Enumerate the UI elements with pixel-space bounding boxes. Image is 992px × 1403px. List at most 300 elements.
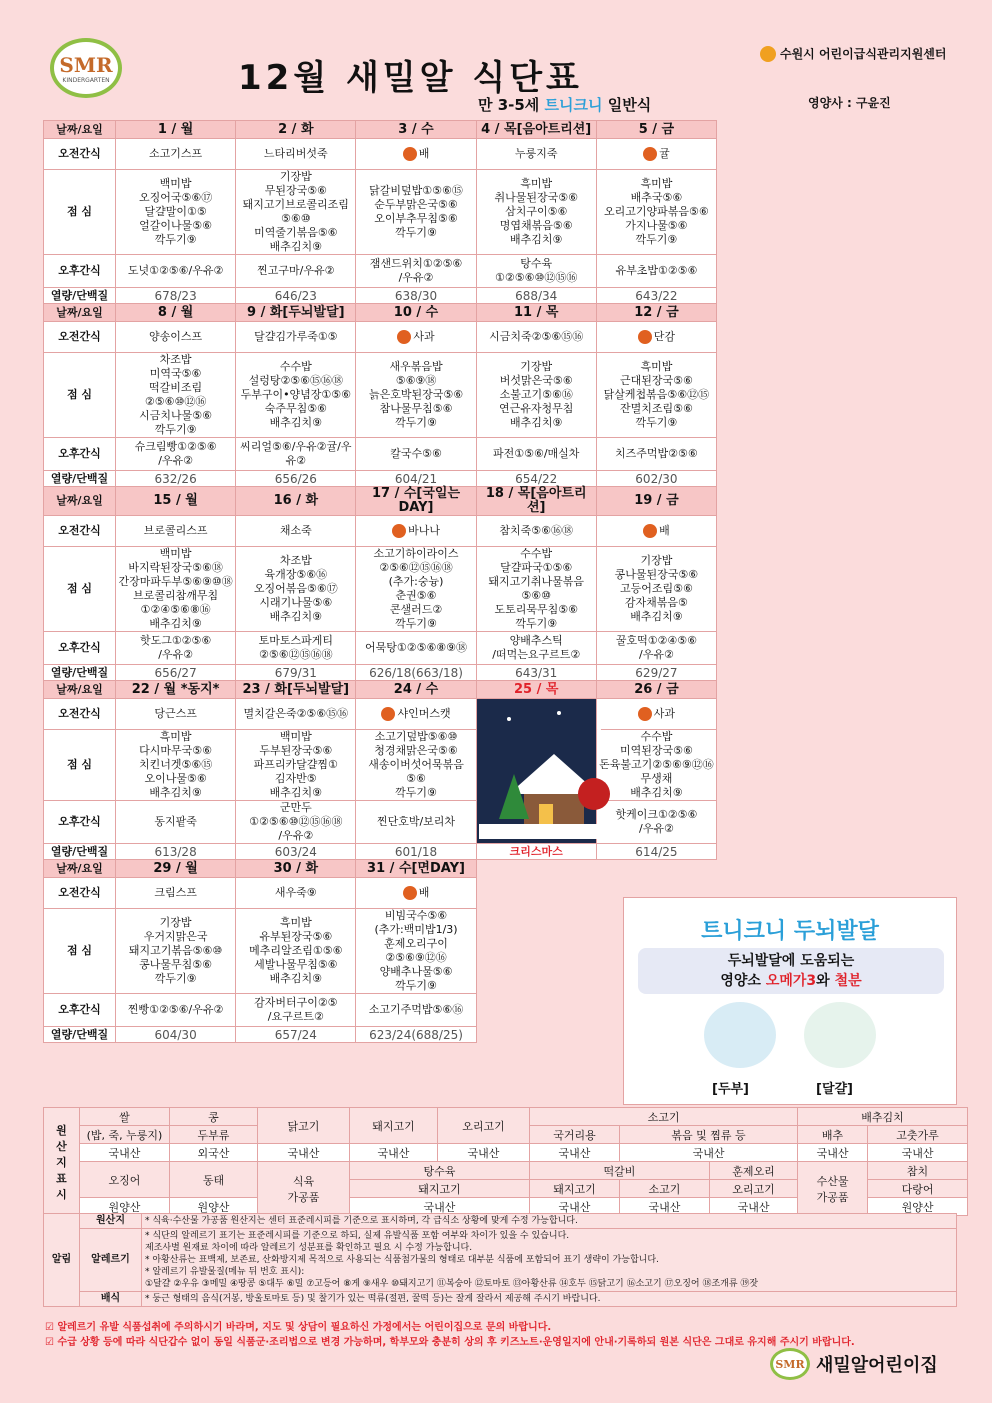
- origin-value: 국내산: [868, 1144, 968, 1162]
- origin-pork: 돼지고기: [350, 1108, 438, 1144]
- row-label-kcal: 열량/단백질: [44, 288, 116, 304]
- day-text: 4 / 목[음아트리션]: [481, 121, 592, 137]
- origin-value: 국내산: [530, 1144, 620, 1162]
- am-snack-cell: [596, 322, 716, 353]
- notice-text: * 식단의 알레르기 표기는 표준레시피를 기준으로 하되, 실제 유발식품 포함 여부와 차이가 있을 수 있습니다. 제조사별 원재료 차이에 따라 알레르기 성분표를 확인하고 필요 시 수정 가능합니다. * 아황산류는 표백제, 보존료, 산화방지제 목적으로 사용되는 식품첨가물의 형태로 대부분 식품에 포함되어 표기 생략이 가능합니다. * 알레르기 유발물질(메뉴 뒤 번호 표시): ①달걀 ②우유 ③메밀 ④땅콩 ⑤대두 ⑥밀 ⑦고등어 ⑧게 ⑨새우 ⑩돼지고기 ⑪복숭아 ⑫토마토 ⑬아황산류 ⑭호두 ⑮닭고기 ⑯소고기 ⑰오징어 ⑱조개류 ⑲잣: [142, 1229, 957, 1292]
- day-cell: [116, 681, 236, 699]
- lunch-cell: [236, 547, 356, 632]
- origin-beef-soup: 국거리용: [530, 1126, 620, 1144]
- am-snack-text: 채소죽: [279, 524, 312, 537]
- lunch-text: 차조밥 미역국⑤⑥ 떡갈비조림 ②⑤⑥⑩⑫⑯ 시금치나물⑤⑥ 깍두기⑨: [139, 353, 213, 436]
- day-cell: [596, 487, 716, 516]
- pm-snack-text: 핫케이크①②⑤⑥ /우유②: [615, 808, 698, 835]
- row-label-am-snack: 오전간식: [44, 139, 116, 170]
- am-snack-text: 느타리버섯죽: [263, 147, 328, 160]
- pm-snack-text: 찐빵①②⑤⑥/우유②: [127, 1003, 224, 1016]
- day-text: 23 / 화[두뇌발달]: [242, 681, 350, 697]
- origin-value: 국내산: [80, 1144, 170, 1162]
- am-snack-cell: [236, 878, 356, 909]
- am-snack-cell: [476, 516, 596, 547]
- row-label-day: 날짜/요일: [44, 304, 116, 322]
- origin-chili: 고춧가루: [868, 1126, 968, 1144]
- pm-snack-text: 감자버터구이②⑤ /요구르트②: [254, 996, 338, 1023]
- origin-tuna-b: 다랑어: [868, 1180, 968, 1198]
- notice-text: * 둥근 형태의 음식(거봉, 방울토마토 등) 및 찰기가 있는 떡류(절편, 꿀떡 등)는 잘게 잘라서 제공해 주시기 바랍니다.: [142, 1292, 957, 1307]
- day-text: 12 / 금: [634, 304, 679, 320]
- kcal-cell: [116, 1027, 236, 1043]
- am-snack-cell: [476, 139, 596, 170]
- am-snack-text: 사과: [653, 707, 676, 720]
- origin-kimchi: 배추김치: [798, 1108, 968, 1126]
- pm-snack-text: 치즈주먹밥②⑤⑥: [615, 447, 698, 460]
- day-cell: [356, 121, 476, 139]
- am-snack-text: 참치죽⑤⑥⑯⑱: [499, 524, 574, 537]
- day-cell: [116, 487, 236, 516]
- pm-snack-cell: [356, 438, 476, 471]
- am-snack-text: 사과: [413, 330, 435, 343]
- notice-side-label: 알림: [44, 1214, 80, 1307]
- kcal-text: 656/27: [154, 665, 197, 680]
- am-snack-text: 크림스프: [154, 886, 197, 899]
- smile-icon: [760, 46, 776, 62]
- page-subtitle: 만 3-5세 트니크니 일반식: [478, 96, 652, 114]
- day-text: 2 / 화: [278, 121, 314, 137]
- lunch-text: 소고기하이라이스 ②⑤⑥⑫⑮⑯⑱ (추가:숭늉) 춘권⑤⑥ 콘샐러드② 깍두기⑨: [373, 547, 459, 630]
- kcal-cell: [116, 844, 236, 860]
- lunch-cell: [116, 170, 236, 255]
- row-label-day: 날짜/요일: [44, 681, 116, 699]
- lunch-cell: [116, 353, 236, 438]
- promo-text: 두뇌발달에 도움되는 영양소 오메가3와 철분: [638, 948, 944, 994]
- pm-snack-text: 핫도그①②⑤⑥ /우유②: [139, 634, 212, 661]
- pm-snack-text: 씨리얼⑤⑥/우유②귤/우유②: [240, 440, 352, 467]
- origin-beef: 소고기: [530, 1108, 798, 1126]
- am-snack-text: 배: [659, 524, 670, 537]
- kcal-text: 601/18: [394, 844, 438, 859]
- footer: SMR 새밀알어린이집: [770, 1348, 938, 1380]
- lunch-cell: [236, 730, 356, 801]
- kcal-text: 604/21: [394, 471, 438, 486]
- kcal-text: 크리스마스: [509, 845, 563, 858]
- am-snack-cell: [116, 699, 236, 730]
- row-label-lunch: 점 심: [44, 730, 116, 801]
- lunch-cell: [116, 547, 236, 632]
- row-label-am-snack: 오전간식: [44, 322, 116, 353]
- pm-snack-text: 어묵탕①②⑤⑥⑧⑨⑱: [364, 641, 468, 654]
- day-cell: [236, 487, 356, 516]
- lunch-cell: [356, 353, 476, 438]
- lunch-cell: [116, 730, 236, 801]
- kcal-text: 602/30: [635, 471, 678, 486]
- day-text: 26 / 금: [634, 681, 679, 697]
- row-label-pm-snack: 오후간식: [44, 994, 116, 1027]
- pm-snack-cell: [596, 255, 716, 288]
- am-snack-text: 배: [418, 886, 430, 899]
- origin-pollock: 동태: [170, 1162, 258, 1198]
- kcal-cell: [356, 288, 476, 304]
- origin-value: 국내산: [620, 1198, 710, 1216]
- day-text: 22 / 월 *동지*: [131, 681, 220, 697]
- lunch-cell: [116, 909, 236, 994]
- day-text: 31 / 수[면DAY]: [367, 860, 465, 876]
- day-text: 5 / 금: [638, 121, 675, 137]
- row-label-pm-snack: 오후간식: [44, 632, 116, 665]
- pm-snack-cell: [596, 438, 716, 471]
- pm-snack-cell: [236, 255, 356, 288]
- kcal-text: 643/31: [515, 665, 558, 680]
- origin-value: 국내산: [620, 1144, 798, 1162]
- pm-snack-cell: [476, 632, 596, 665]
- kcal-text: 688/34: [515, 288, 558, 303]
- lunch-cell: [236, 909, 356, 994]
- origin-processed-meat: 식육 가공품: [258, 1162, 350, 1216]
- lunch-cell: [356, 730, 476, 801]
- am-snack-cell: [236, 139, 356, 170]
- kcal-text: 614/25: [635, 844, 678, 859]
- lunch-text: 새우볶음밥 ⑤⑥⑨⑱ 늙은호박된장국⑤⑥ 참나물무침⑤⑥ 깍두기⑨: [368, 360, 464, 429]
- tofu-image: [704, 1002, 776, 1068]
- lunch-text: 수수밥 달걀파국①⑤⑥ 돼지고기취나물볶음 ⑤⑥⑩ 도토리묵무침⑤⑥ 깍두기⑨: [488, 547, 585, 630]
- day-cell: [596, 304, 716, 322]
- am-snack-text: 누룽지죽: [514, 147, 558, 160]
- tofu-label: [두부]: [712, 1082, 749, 1097]
- notice-text: * 식육·수산물 가공품 원산지는 센터 표준레시피를 기준으로 표시하며, 각 급식소 상황에 맞게 수정 가능합니다.: [142, 1214, 957, 1229]
- lunch-text: 흑미밥 배추국⑤⑥ 오리고기양파볶음⑤⑥ 가지나물⑤⑥ 깍두기⑨: [604, 177, 709, 246]
- kcal-cell: [596, 844, 716, 860]
- origin-rice-detail: (밥, 죽, 누룽지): [80, 1126, 170, 1144]
- day-text: 24 / 수: [393, 681, 439, 697]
- origin-squid: 오징어: [80, 1162, 170, 1198]
- pm-snack-cell: [356, 255, 476, 288]
- origin-side-label: 원 산 지 표 시: [44, 1108, 80, 1216]
- day-cell: [236, 121, 356, 139]
- am-snack-text: 단감: [653, 330, 676, 343]
- lunch-cell: [596, 547, 716, 632]
- day-cell: [356, 304, 476, 322]
- pm-snack-cell: [116, 801, 236, 844]
- am-snack-text: 당근스프: [154, 707, 197, 720]
- lunch-text: 백미밥 두부된장국⑤⑥ 파프리카달걀찜① 김자반⑤ 배추김치⑨: [253, 730, 338, 799]
- egg-label: [달걀]: [816, 1082, 853, 1097]
- bottom-note: ☑ 수급 상황 등에 따라 식단갑수 없이 동일 식품군·조리법으로 변경 가능하며, 학부모와 충분히 상의 후 키즈노트·운영일지에 안내·기록하되 원본 식단은 그대로 유지해 주시기 바랍니다.: [45, 1337, 855, 1348]
- am-snack-cell: [356, 322, 476, 353]
- kcal-cell: [356, 1027, 476, 1043]
- origin-beef-stir: 볶음 및 찜류 등: [620, 1126, 798, 1144]
- pm-snack-text: 꿀호떡①②④⑤⑥ /우유②: [615, 634, 697, 661]
- origin-value: 국내산: [350, 1198, 530, 1216]
- origin-tofu: 두부류: [170, 1126, 258, 1144]
- origin-processed-seafood: 수산물 가공품: [798, 1162, 868, 1216]
- pm-snack-cell: [356, 801, 476, 844]
- lunch-text: 기장밥 버섯맑은국⑤⑥ 소불고기⑤⑥⑯ 연근유자청무침 배추김치⑨: [499, 360, 574, 429]
- lunch-text: 백미밥 오징어국⑤⑥⑰ 달걀말이①⑤ 얼갈이나물⑤⑥ 깍두기⑨: [138, 177, 213, 246]
- am-snack-text: 시금치죽②⑤⑥⑮⑯: [489, 330, 584, 343]
- kcal-text: 654/22: [515, 471, 558, 486]
- notice-key: 배식: [80, 1292, 142, 1307]
- day-cell: [476, 681, 596, 699]
- pm-snack-cell: [476, 438, 596, 471]
- lunch-text: 흑미밥 근대된장국⑤⑥ 닭살케첩볶음⑤⑥⑫⑮ 잔멸치조림⑤⑥ 깍두기⑨: [603, 360, 710, 429]
- pm-snack-text: 도넛①②⑤⑥/우유②: [127, 264, 224, 277]
- row-label-am-snack: 오전간식: [44, 878, 116, 909]
- row-label-pm-snack: 오후간식: [44, 438, 116, 471]
- kcal-cell: [596, 288, 716, 304]
- origin-value: 원양산: [170, 1198, 258, 1216]
- day-text: 17 / 수[국일는DAY]: [371, 486, 461, 515]
- day-text: 3 / 수: [398, 121, 434, 137]
- pm-snack-cell: [116, 255, 236, 288]
- am-snack-text: 바나나: [408, 524, 440, 537]
- row-label-kcal: 열량/단백질: [44, 665, 116, 681]
- kcal-text: 656/26: [274, 471, 317, 486]
- origin-value: 원양산: [80, 1198, 170, 1216]
- center-name: 수원시 어린이급식관리지원센터: [760, 45, 946, 62]
- day-cell: [356, 681, 476, 699]
- am-snack-text: 달걀김가루죽①⑤: [254, 330, 338, 343]
- day-text: 11 / 목: [513, 304, 559, 320]
- am-snack-cell: [116, 878, 236, 909]
- origin-rice: 쌀: [80, 1108, 170, 1126]
- pm-snack-text: 동지팥죽: [154, 815, 197, 828]
- day-text: 18 / 목[음아트리션]: [485, 486, 587, 515]
- am-snack-cell: [356, 516, 476, 547]
- kcal-cell: [356, 471, 476, 487]
- kcal-text: 629/27: [635, 665, 678, 680]
- fruit-icon: [643, 147, 657, 161]
- pm-snack-cell: [116, 632, 236, 665]
- am-snack-cell: [356, 878, 476, 909]
- kcal-text: 646/23: [274, 288, 317, 303]
- fruit-icon: [643, 524, 657, 538]
- kcal-text: 626/18(663/18): [369, 665, 463, 680]
- lunch-text: 백미밥 바지락된장국⑤⑥⑱ 간장마파두부⑤⑥⑨⑩⑱ 브로콜리참깨무침 ①②④⑤⑥⑧⑯ 배추김치⑨: [118, 547, 233, 630]
- pm-snack-cell: [356, 632, 476, 665]
- kcal-cell: [356, 844, 476, 860]
- fruit-icon: [403, 147, 417, 161]
- origin-duck: 오리고기: [438, 1108, 530, 1144]
- kcal-cell: [236, 471, 356, 487]
- am-snack-cell: [476, 322, 596, 353]
- row-label-lunch: 점 심: [44, 170, 116, 255]
- am-snack-cell: [236, 322, 356, 353]
- day-cell: [476, 304, 596, 322]
- day-text: 16 / 화: [273, 493, 319, 508]
- row-label-am-snack: 오전간식: [44, 516, 116, 547]
- day-text: 29 / 월: [153, 860, 198, 876]
- kcal-text: 643/22: [635, 288, 678, 303]
- am-snack-cell: [236, 699, 356, 730]
- pm-snack-text: 토마토스파게티 ②⑤⑥⑫⑮⑯⑱: [258, 634, 333, 661]
- kcal-cell: [476, 471, 596, 487]
- kcal-text: 603/24: [274, 844, 317, 859]
- origin-value: 외국산: [170, 1144, 258, 1162]
- lunch-cell: [356, 547, 476, 632]
- am-snack-text: 브로콜리스프: [143, 524, 208, 537]
- lunch-cell: [476, 353, 596, 438]
- lunch-cell: [356, 170, 476, 255]
- origin-pork-b: 돼지고기: [530, 1180, 620, 1198]
- page-title: 12월 새밀알 식단표: [238, 58, 583, 98]
- kcal-cell: [116, 288, 236, 304]
- row-label-kcal: 열량/단백질: [44, 844, 116, 860]
- origin-table: [43, 1107, 968, 1216]
- kcal-text: 632/26: [154, 471, 197, 486]
- notice-key: 알레르기: [80, 1229, 142, 1292]
- origin-duck-b: 오리고기: [710, 1180, 798, 1198]
- lunch-text: 수수밥 설렁탕②⑤⑥⑮⑯⑱ 두부구이•양념장①⑤⑥ 숙주무침⑤⑥ 배추김치⑨: [240, 360, 352, 429]
- lunch-text: 수수밥 미역된장국⑤⑥ 돈육불고기②⑤⑥⑨⑫⑯ 무생채 배추김치⑨: [599, 730, 714, 799]
- kcal-cell: [236, 288, 356, 304]
- origin-bean: 콩: [170, 1108, 258, 1126]
- fruit-icon: [392, 524, 406, 538]
- pm-snack-text: 군만두①②⑤⑥⑩⑫⑮⑯⑱ /우유②: [249, 801, 343, 842]
- pm-snack-cell: [116, 438, 236, 471]
- origin-value: 국내산: [258, 1144, 350, 1162]
- row-label-pm-snack: 오후간식: [44, 801, 116, 844]
- fruit-icon: [638, 707, 652, 721]
- lunch-text: 흑미밥 다시마무국⑤⑥ 치킨너겟⑤⑥⑮ 오이나물⑤⑥ 배추김치⑨: [138, 730, 213, 799]
- am-snack-text: 양송이스프: [149, 330, 203, 343]
- pm-snack-text: 잼샌드위치①②⑤⑥ /우유②: [369, 257, 463, 284]
- fruit-icon: [397, 330, 411, 344]
- kcal-text: 604/30: [154, 1027, 197, 1042]
- kcal-text: 657/24: [274, 1027, 317, 1042]
- am-snack-cell: [596, 139, 716, 170]
- lunch-text: 기장밥 콩나물된장국⑤⑥ 고등어조림⑤⑥ 감자채볶음⑤ 배추김치⑨: [614, 554, 699, 623]
- kcal-cell: [116, 471, 236, 487]
- day-cell: [596, 121, 716, 139]
- kcal-cell: [236, 844, 356, 860]
- lunch-text: 닭갈비덮밥①⑤⑥⑮ 순두부맑은국⑤⑥ 오이부추무침⑤⑥ 깍두기⑨: [369, 184, 463, 239]
- origin-sweet-sour: 탕수육: [350, 1162, 530, 1180]
- origin-beef-b: 소고기: [620, 1180, 710, 1198]
- origin-chicken: 닭고기: [258, 1108, 350, 1144]
- kcal-cell: [596, 471, 716, 487]
- lunch-cell: [596, 170, 716, 255]
- pm-snack-text: 파전①⑤⑥/매실차: [493, 447, 580, 460]
- day-cell: [356, 487, 476, 516]
- fruit-icon: [403, 886, 417, 900]
- origin-value: 원양산: [868, 1198, 968, 1216]
- day-cell: [236, 860, 356, 878]
- pm-snack-text: 유부초밥①②⑤⑥: [615, 264, 698, 277]
- origin-smoked-duck: 훈제오리: [710, 1162, 798, 1180]
- lunch-text: 비빔국수⑤⑥ (추가:백미밥1/3) 훈제오리구이 ②⑤⑥⑨⑫⑯ 양배추나물⑤⑥ 깍두기⑨: [374, 909, 458, 992]
- lunch-cell: [596, 353, 716, 438]
- row-label-lunch: 점 심: [44, 909, 116, 994]
- fruit-icon: [638, 330, 652, 344]
- pm-snack-cell: [236, 994, 356, 1027]
- kcal-text: 613/28: [154, 844, 197, 859]
- day-cell: [476, 121, 596, 139]
- pm-snack-text: 탕수육 ①②⑤⑥⑩⑫⑮⑯: [495, 257, 578, 284]
- origin-value: 국내산: [438, 1144, 530, 1162]
- am-snack-cell: [116, 516, 236, 547]
- lunch-cell: [356, 909, 476, 994]
- day-text: 8 / 월: [157, 304, 194, 320]
- am-snack-cell: [356, 699, 476, 730]
- pm-snack-cell: [356, 994, 476, 1027]
- row-label-pm-snack: 오후간식: [44, 255, 116, 288]
- kcal-cell: [476, 288, 596, 304]
- lunch-text: 차조밥 육개장⑤⑥⑯ 오징어볶음⑤⑥⑰ 시래기나물⑤⑥ 배추김치⑨: [253, 554, 338, 623]
- day-cell: [116, 860, 236, 878]
- logo: SMR KINDERGARTEN: [50, 38, 122, 98]
- pm-snack-cell: [236, 632, 356, 665]
- row-label-am-snack: 오전간식: [44, 699, 116, 730]
- row-label-kcal: 열량/단백질: [44, 1027, 116, 1043]
- origin-value: 국내산: [530, 1198, 620, 1216]
- pm-snack-text: 칼국수⑤⑥: [390, 447, 442, 460]
- pm-snack-text: 슈크림빵①②⑤⑥ /우유②: [134, 440, 217, 467]
- kcal-cell: [236, 1027, 356, 1043]
- promo-box: [623, 897, 957, 1105]
- lunch-cell: [476, 170, 596, 255]
- am-snack-text: 배: [418, 147, 430, 160]
- row-label-lunch: 점 심: [44, 547, 116, 632]
- day-cell: [236, 681, 356, 699]
- origin-cabbage: 배추: [798, 1126, 868, 1144]
- origin-tteokgalbi: 떡갈비: [530, 1162, 710, 1180]
- row-label-kcal: 열량/단백질: [44, 471, 116, 487]
- pm-snack-cell: [236, 438, 356, 471]
- day-cell: [116, 121, 236, 139]
- am-snack-cell: [116, 139, 236, 170]
- pm-snack-cell: [596, 632, 716, 665]
- pm-snack-text: 소고기주먹밥⑤⑥⑯: [368, 1003, 464, 1016]
- origin-value: 국내산: [710, 1198, 798, 1216]
- kcal-cell: [476, 844, 596, 860]
- row-label-lunch: 점 심: [44, 353, 116, 438]
- pm-snack-cell: [116, 994, 236, 1027]
- day-cell: [116, 304, 236, 322]
- kcal-cell: [596, 665, 716, 681]
- lunch-cell: [236, 170, 356, 255]
- lunch-cell: [476, 547, 596, 632]
- footer-logo: SMR: [770, 1348, 810, 1380]
- pm-snack-text: 양배추스틱 /떠먹는요구르트②: [492, 634, 581, 661]
- am-snack-cell: [596, 516, 716, 547]
- day-text: 10 / 수: [393, 304, 439, 320]
- lunch-text: 흑미밥 취나물된장국⑤⑥ 삼치구이⑤⑥ 명엽채볶음⑤⑥ 배추김치⑨: [494, 177, 578, 246]
- am-snack-cell: [356, 139, 476, 170]
- origin-value: 국내산: [350, 1144, 438, 1162]
- am-snack-text: 샤인머스캣: [397, 707, 451, 720]
- day-text: 19 / 금: [634, 493, 679, 508]
- origin-value: 국내산: [798, 1144, 868, 1162]
- pm-snack-text: 찐고구마/우유②: [257, 264, 335, 277]
- pm-snack-text: 찐단호박/보리차: [376, 815, 456, 828]
- origin-tuna: 참치: [868, 1162, 968, 1180]
- kcal-cell: [236, 665, 356, 681]
- lunch-text: 흑미밥 유부된장국⑤⑥ 메추리알조림①⑤⑥ 세발나물무침⑤⑥ 배추김치⑨: [249, 916, 343, 985]
- kcal-cell: [116, 665, 236, 681]
- lunch-text: 소고기덮밥⑤⑥⑩ 청경채맑은국⑤⑥ 새송이버섯어묵볶음⑤⑥ 깍두기⑨: [368, 730, 464, 799]
- lunch-text: 기장밥 우거지맑은국 돼지고기볶음⑤⑥⑩ 콩나물무침⑤⑥ 깍두기⑨: [128, 916, 223, 985]
- origin-pork-a: 돼지고기: [350, 1180, 530, 1198]
- row-label-day: 날짜/요일: [44, 860, 116, 878]
- day-text: 1 / 월: [157, 121, 194, 137]
- am-snack-cell: [116, 322, 236, 353]
- kcal-text: 679/31: [274, 665, 317, 680]
- christmas-image: [476, 699, 596, 844]
- lunch-text: 기장밥 무된장국⑤⑥ 돼지고기브로콜리조림 ⑤⑥⑩ 미역줄기볶음⑤⑥ 배추김치⑨: [242, 170, 349, 253]
- row-label-day: 날짜/요일: [44, 121, 116, 139]
- kcal-text: 623/24(688/25): [369, 1027, 463, 1042]
- day-text: 9 / 화[두뇌발달]: [247, 304, 345, 320]
- notice-table: [43, 1213, 957, 1307]
- egg-image: [804, 1002, 876, 1068]
